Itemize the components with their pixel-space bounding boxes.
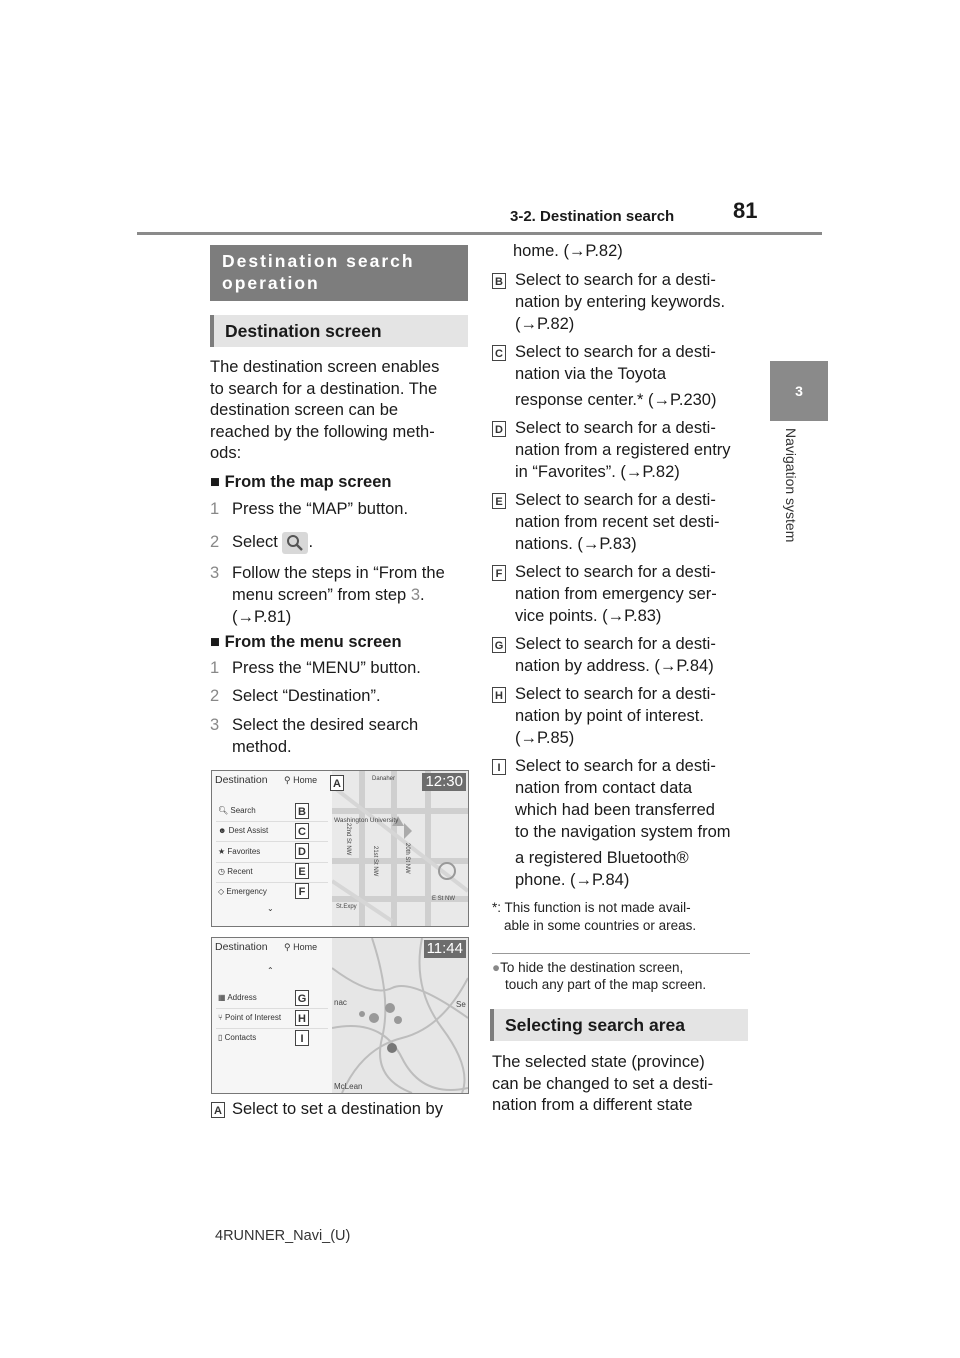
callout-badge-b: B: [295, 803, 309, 819]
map-label: Danaher: [372, 776, 396, 782]
destination-menu: [212, 938, 332, 1093]
square-bullet-icon: ■: [210, 633, 220, 651]
chevron-up-icon[interactable]: ⌃: [267, 966, 274, 975]
map-label: McLean: [334, 1082, 363, 1091]
menu-point-of-interest[interactable]: ⑂ Point of Interest: [218, 1013, 282, 1022]
map-step-2: 2 Select .: [210, 531, 472, 555]
destination-screen-1: [211, 770, 469, 927]
note: ●To hide the destination screen, touch any part of the map screen.: [492, 960, 707, 992]
menu-contacts[interactable]: ▯ Contacts: [218, 1033, 257, 1042]
outro-paragraph: The selected state (province) can be changed to set a desti- nation from a different state: [492, 1053, 714, 1114]
search-icon: 🔍︎: [218, 806, 229, 815]
map-label: 20th St NW: [404, 843, 410, 874]
bullet-map-screen: ■ From the map screen: [210, 473, 392, 491]
callout-badge-e: E: [295, 863, 309, 879]
item-a: A Select to set a destination by: [211, 1100, 473, 1122]
circle-bullet-icon: ●: [492, 960, 501, 975]
sub-heading-destination-screen: Destination screen: [210, 315, 468, 347]
diamond-icon: ◇: [218, 887, 225, 896]
fork-knife-icon: ⑂: [218, 1013, 223, 1022]
star-icon: ★: [218, 847, 226, 856]
screen-title: Destination: [215, 941, 268, 953]
map-graphic: [332, 938, 468, 1093]
callout-badge-d: D: [295, 843, 309, 859]
map-label: Se: [456, 1000, 466, 1009]
menu-recent[interactable]: ◷ Recent: [218, 867, 253, 876]
search-icon: [282, 532, 308, 554]
contact-icon: ▯: [218, 1033, 223, 1042]
destination-menu: [212, 771, 332, 926]
section-heading: Destination search operation: [210, 245, 468, 301]
item-a-continued: home. (→P.82): [513, 242, 623, 260]
person-icon: ☻: [218, 826, 227, 835]
square-bullet-icon: ■: [210, 473, 220, 491]
home-icon: ⚲: [284, 775, 291, 785]
footer-doc-id: 4RUNNER_Navi_(U): [215, 1228, 351, 1244]
menu-dest-assist[interactable]: ☻ Dest Assist: [218, 826, 269, 835]
clock-display: 12:30: [422, 773, 466, 791]
section-header: 3-2. Destination search: [510, 208, 675, 225]
screen-title: Destination: [215, 774, 268, 786]
menu-step-2: 2 Select “Destination”.: [210, 687, 381, 705]
map-area[interactable]: [332, 938, 468, 1093]
intro-paragraph: The destination screen enables to search for a destination. The destination screen can be reached by the following meth- ods:: [210, 358, 440, 462]
map-label: St.Expy: [336, 904, 357, 910]
map-label: nac: [334, 998, 347, 1007]
chevron-down-icon[interactable]: ⌄: [267, 904, 274, 913]
callout-badge-c: C: [295, 823, 309, 839]
home-button[interactable]: ⚲ Home: [284, 942, 318, 952]
menu-search[interactable]: 🔍︎ Search: [218, 806, 256, 815]
sub-heading-selecting-search-area: Selecting search area: [490, 1009, 748, 1041]
header-rule: [137, 232, 822, 235]
callout-badge-f: F: [295, 883, 309, 899]
page-number: 81: [733, 198, 758, 223]
clock-display: 11:44: [424, 940, 466, 958]
map-label: E St NW: [432, 896, 456, 902]
menu-step-1: 1 Press the “MENU” button.: [210, 659, 421, 677]
menu-step-3: 3 Select the desired search method.: [210, 716, 419, 756]
grid-icon: ▦: [218, 993, 226, 1002]
callout-badge-i: I: [295, 1030, 309, 1046]
menu-favorites[interactable]: ★ Favorites: [218, 847, 261, 856]
menu-emergency[interactable]: ◇ Emergency: [218, 887, 267, 896]
home-icon: ⚲: [284, 942, 291, 952]
map-label: 21st St NW: [372, 846, 378, 877]
chapter-tab: 3: [770, 361, 828, 421]
map-area[interactable]: [332, 771, 468, 926]
map-step-3: 3 Follow the steps in “From the menu screen” from step 3. (→P.81): [210, 564, 445, 626]
callout-badge-a: A: [211, 1102, 225, 1118]
map-label: Washington University: [334, 817, 399, 824]
callout-descriptions: B Select to search for a desti- nation by entering keywords. (→P.82) C Select to search for a desti- nation via the Toyota response center.* (→P.230) D Select to search for a desti- nation from a registered entry in “Favorites”. (→P.82) E Select to search for a desti- nation from recent set desti- nations. (→P.83) F Select to search for a desti- nation from emergency ser- vice points. (→P.83) G Select to search for a desti- nation by address. (→P.84) H Select to search for a desti- nation by point of interest. (→P.85) I Select to search for a desti- nation from contact data which had been transferred to the navigation system from a registered Bluetooth® phone. (→P.84): [492, 269, 762, 909]
clock-icon: ◷: [218, 867, 225, 876]
map-label: 22nd St NW: [345, 823, 351, 856]
callout-badge-h: H: [295, 1010, 309, 1026]
callout-badge-g: G: [295, 990, 309, 1006]
divider: [492, 953, 750, 954]
callout-badge-a: A: [330, 775, 344, 791]
map-step-1: 1 Press the “MAP” button.: [210, 500, 409, 518]
home-button[interactable]: ⚲ Home: [284, 775, 318, 785]
footnote: *: This function is not made avail- able in some countries or areas.: [492, 900, 697, 933]
bullet-menu-screen: ■ From the menu screen: [210, 633, 402, 651]
destination-screen-2: [211, 937, 469, 1094]
chapter-title: Navigation system: [783, 428, 799, 543]
menu-address[interactable]: ▦ Address: [218, 993, 257, 1002]
